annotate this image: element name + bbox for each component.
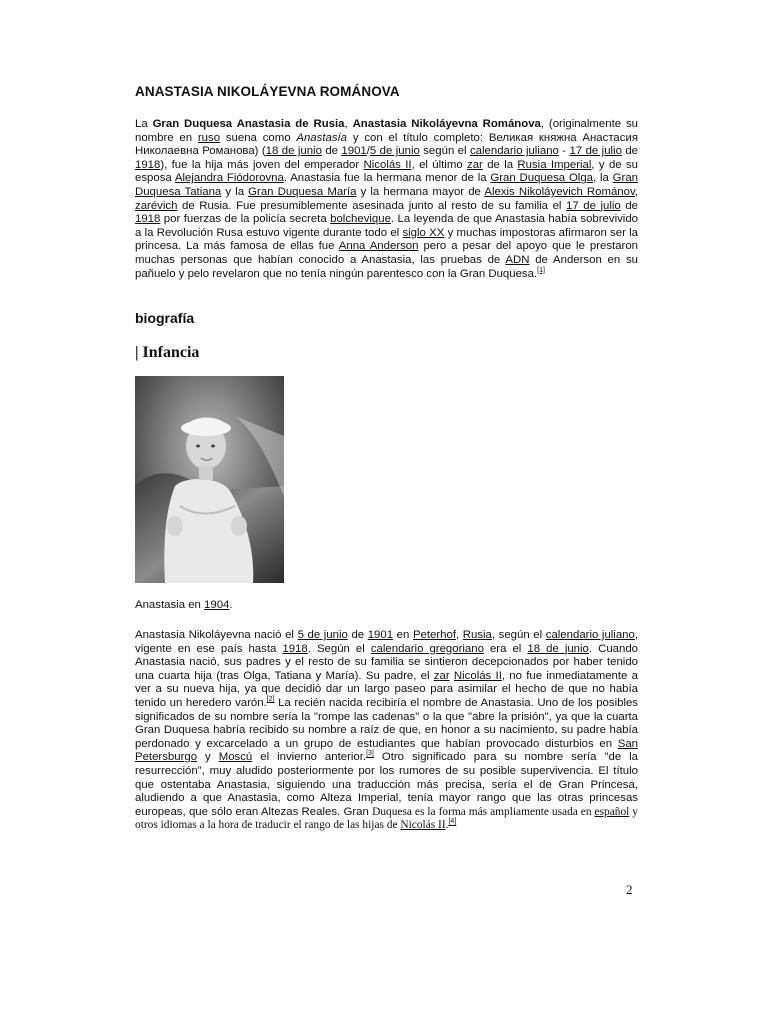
text-run: ), fue la hija más joven del emperador bbox=[160, 158, 364, 171]
text-run: Anastasia Nikoláyevna nació el bbox=[135, 629, 298, 641]
link-year[interactable]: 1904 bbox=[204, 599, 230, 611]
text-run: , la bbox=[593, 172, 613, 185]
text-run: , el último bbox=[411, 158, 468, 171]
text-run: La recién nacida recibiría el nombre de Anastasia. Uno de los posibles significados de su nombre sería la "rompe las cadenas" o la que "abre la prisión", ya que la cuarta Gran Duquesa habría recibido su nombre a raíz de que, en honor a su nacimiento, su padre había perdonado y excarcelado a un grupo de estudiantes que habían provocado disturbios en bbox=[135, 696, 639, 750]
caption-text: Anastasia en bbox=[135, 599, 205, 611]
link-ruso[interactable]: ruso bbox=[197, 131, 221, 144]
text-run: de bbox=[347, 629, 368, 641]
text-run: de Anderson en su pañuelo y pelo revelaron que no tenía ningún parentesco con la Gran Duquesa. bbox=[135, 253, 638, 280]
link-espanol[interactable]: español bbox=[594, 805, 630, 818]
footnote-ref[interactable]: [1] bbox=[537, 266, 545, 274]
text-run: . Según el bbox=[307, 642, 371, 655]
footnote-ref[interactable]: [4] bbox=[448, 818, 457, 826]
link-date[interactable]: 5 de junio bbox=[297, 629, 348, 641]
childhood-paragraph bbox=[135, 629, 638, 833]
link-alejandra[interactable]: Alejandra Fiódorovna bbox=[174, 172, 284, 185]
link-date[interactable]: 18 de junio bbox=[265, 145, 322, 158]
link-siglo-xx[interactable]: siglo XX bbox=[402, 226, 445, 239]
text-run: y con el título completo: Великая княжна Анастасия Николаевна Романова) ( bbox=[135, 131, 638, 158]
serif-text-run: Duquesa es la forma más ampliamente usada en bbox=[372, 805, 595, 818]
text-run: el invierno anterior. bbox=[252, 751, 367, 764]
text-run: de bbox=[621, 145, 639, 158]
bold-text: Anastasia Nikoláyevna Románova bbox=[352, 118, 541, 130]
text-run: de Rusia. Fue presumiblemente asesinada junto al resto de su familia el bbox=[177, 199, 567, 212]
text-run: y la bbox=[221, 185, 249, 198]
link-maria[interactable]: Gran Duquesa María bbox=[248, 185, 357, 198]
link-rusia-imperial[interactable]: Rusia Imperial bbox=[517, 158, 592, 171]
link-year[interactable]: 1901 bbox=[341, 145, 367, 158]
text-run: Otro significado para su nombre sería "de la resurrección", muy aludido posteriormente por los rumores de su posible supervivencia. El título que ostentaba Anastasia, siguiendo una traducción más precisa, sería el de Gran Princesa, aludiendo a que Anastasia, como Alteza Imperial, tenía mayor rango que las otras princesas europeas, que sólo eran Altezas Reales. Gran bbox=[135, 751, 638, 818]
link-zar[interactable]: zar bbox=[467, 158, 483, 171]
link-san-petersburgo[interactable]: San Petersburgo bbox=[135, 737, 638, 764]
text-run: de bbox=[620, 199, 638, 212]
link-bolchevique[interactable]: bolchevique bbox=[330, 213, 391, 226]
text-run: , bbox=[344, 118, 353, 130]
link-year[interactable]: 1918 bbox=[135, 158, 161, 171]
text-run: y la hermana mayor de bbox=[356, 185, 485, 198]
link-calendario-juliano[interactable]: calendario juliano bbox=[545, 629, 635, 641]
link-olga[interactable]: Gran Duquesa Olga bbox=[490, 172, 594, 185]
text-run: , vigente en ese país hasta bbox=[135, 629, 639, 655]
text-run: suena como bbox=[220, 131, 297, 144]
subsection-heading: | Infancia bbox=[135, 344, 200, 361]
caption-text: . bbox=[229, 599, 233, 611]
text-run: . La leyenda de que Anastasia había sobrevivido a la Revolución Rusa estuvo vigente durante todo el bbox=[135, 213, 638, 239]
text-run: , bbox=[456, 629, 463, 641]
footnote-ref[interactable]: [2] bbox=[266, 696, 275, 704]
text-run: , según el bbox=[491, 629, 546, 641]
text-run: era el bbox=[483, 642, 528, 655]
bold-text: Gran Duquesa Anastasia de Rusia bbox=[152, 118, 345, 130]
link-adn[interactable]: ADN bbox=[505, 253, 530, 266]
text-run: . Cuando Anastasia nació, sus padres y el resto de su familia se sintieron decepcionados por haber tenido una cuarta hija (tras Olga, Tatiana y María). Su padre, el bbox=[135, 642, 639, 682]
anastasia-photo bbox=[135, 376, 284, 583]
text-run: y bbox=[197, 751, 219, 764]
italic-text: Anastasía bbox=[296, 131, 348, 144]
page-number: 2 bbox=[626, 882, 633, 897]
text-run: . Anastasia fue la hermana menor de la bbox=[283, 172, 491, 185]
link-date[interactable]: 18 de junio bbox=[527, 642, 589, 655]
text-run: de bbox=[321, 145, 342, 158]
link-tatiana[interactable]: Gran Duquesa Tatiana bbox=[135, 172, 638, 198]
link-calendario-juliano[interactable]: calendario juliano bbox=[469, 145, 559, 158]
link-moscu[interactable]: Moscú bbox=[218, 751, 253, 764]
link-zarevich[interactable]: zarévich bbox=[135, 199, 178, 212]
text-run: , (originalmente su nombre en bbox=[135, 118, 638, 144]
serif-text-run: y otros idiomas a la hora de traducir el rango de las hijas de bbox=[135, 805, 638, 832]
text-run: , y de su esposa bbox=[135, 158, 638, 185]
link-nicolas-ii[interactable]: Nicolás II bbox=[453, 669, 502, 682]
link-year[interactable]: 1918 bbox=[282, 642, 308, 655]
link-date[interactable]: 17 de julio bbox=[569, 145, 622, 158]
link-peterhof[interactable]: Peterhof bbox=[412, 629, 456, 641]
text-run: pero a pesar del apoyo que le prestaron muchas personas que habían conocido a Anastasia, las pruebas de bbox=[135, 240, 639, 266]
photo-caption bbox=[135, 599, 233, 611]
link-zar[interactable]: zar bbox=[433, 669, 450, 682]
page-title: ANASTASIA NIKOLÁYEVNA ROMÁNOVA bbox=[135, 84, 400, 99]
section-heading: biografía bbox=[135, 310, 195, 326]
link-anna-anderson[interactable]: Anna Anderson bbox=[338, 240, 419, 253]
serif-text-run: . bbox=[445, 819, 449, 832]
link-date[interactable]: 5 de junio bbox=[369, 145, 420, 158]
link-nicolas-ii[interactable]: Nicolás II bbox=[400, 819, 446, 832]
link-year[interactable]: 1901 bbox=[367, 629, 394, 641]
text-run: , bbox=[634, 185, 638, 198]
text-run: - bbox=[558, 145, 570, 158]
link-year[interactable]: 1918 bbox=[135, 213, 161, 226]
link-date[interactable]: 17 de julio bbox=[566, 199, 621, 212]
text-run: de la bbox=[482, 158, 518, 171]
footnote-ref[interactable]: [3] bbox=[366, 750, 374, 758]
link-nicolas-ii[interactable]: Nicolás II bbox=[363, 158, 412, 171]
link-alexis[interactable]: Alexis Nikoláyevich Románov bbox=[484, 185, 635, 198]
intro-paragraph bbox=[135, 118, 638, 281]
text-run: en bbox=[393, 629, 413, 641]
text-run: y muchas impostoras afirmaron ser la princesa. La más famosa de ellas fue bbox=[135, 226, 638, 253]
text-run: / bbox=[366, 145, 370, 158]
text-run: , no fue inmediatamente a ver a su nueva hija, ya que decidió dar un largo paseo para asimilar el hecho de que no había tenido un heredero varón. bbox=[135, 669, 638, 709]
text-run: según el bbox=[419, 145, 470, 158]
link-rusia[interactable]: Rusia bbox=[462, 629, 492, 641]
link-calendario-gregoriano[interactable]: calendario gregoriano bbox=[370, 642, 484, 655]
text-run: La bbox=[135, 118, 153, 130]
text-run: por fuerzas de la policía secreta bbox=[160, 213, 331, 226]
